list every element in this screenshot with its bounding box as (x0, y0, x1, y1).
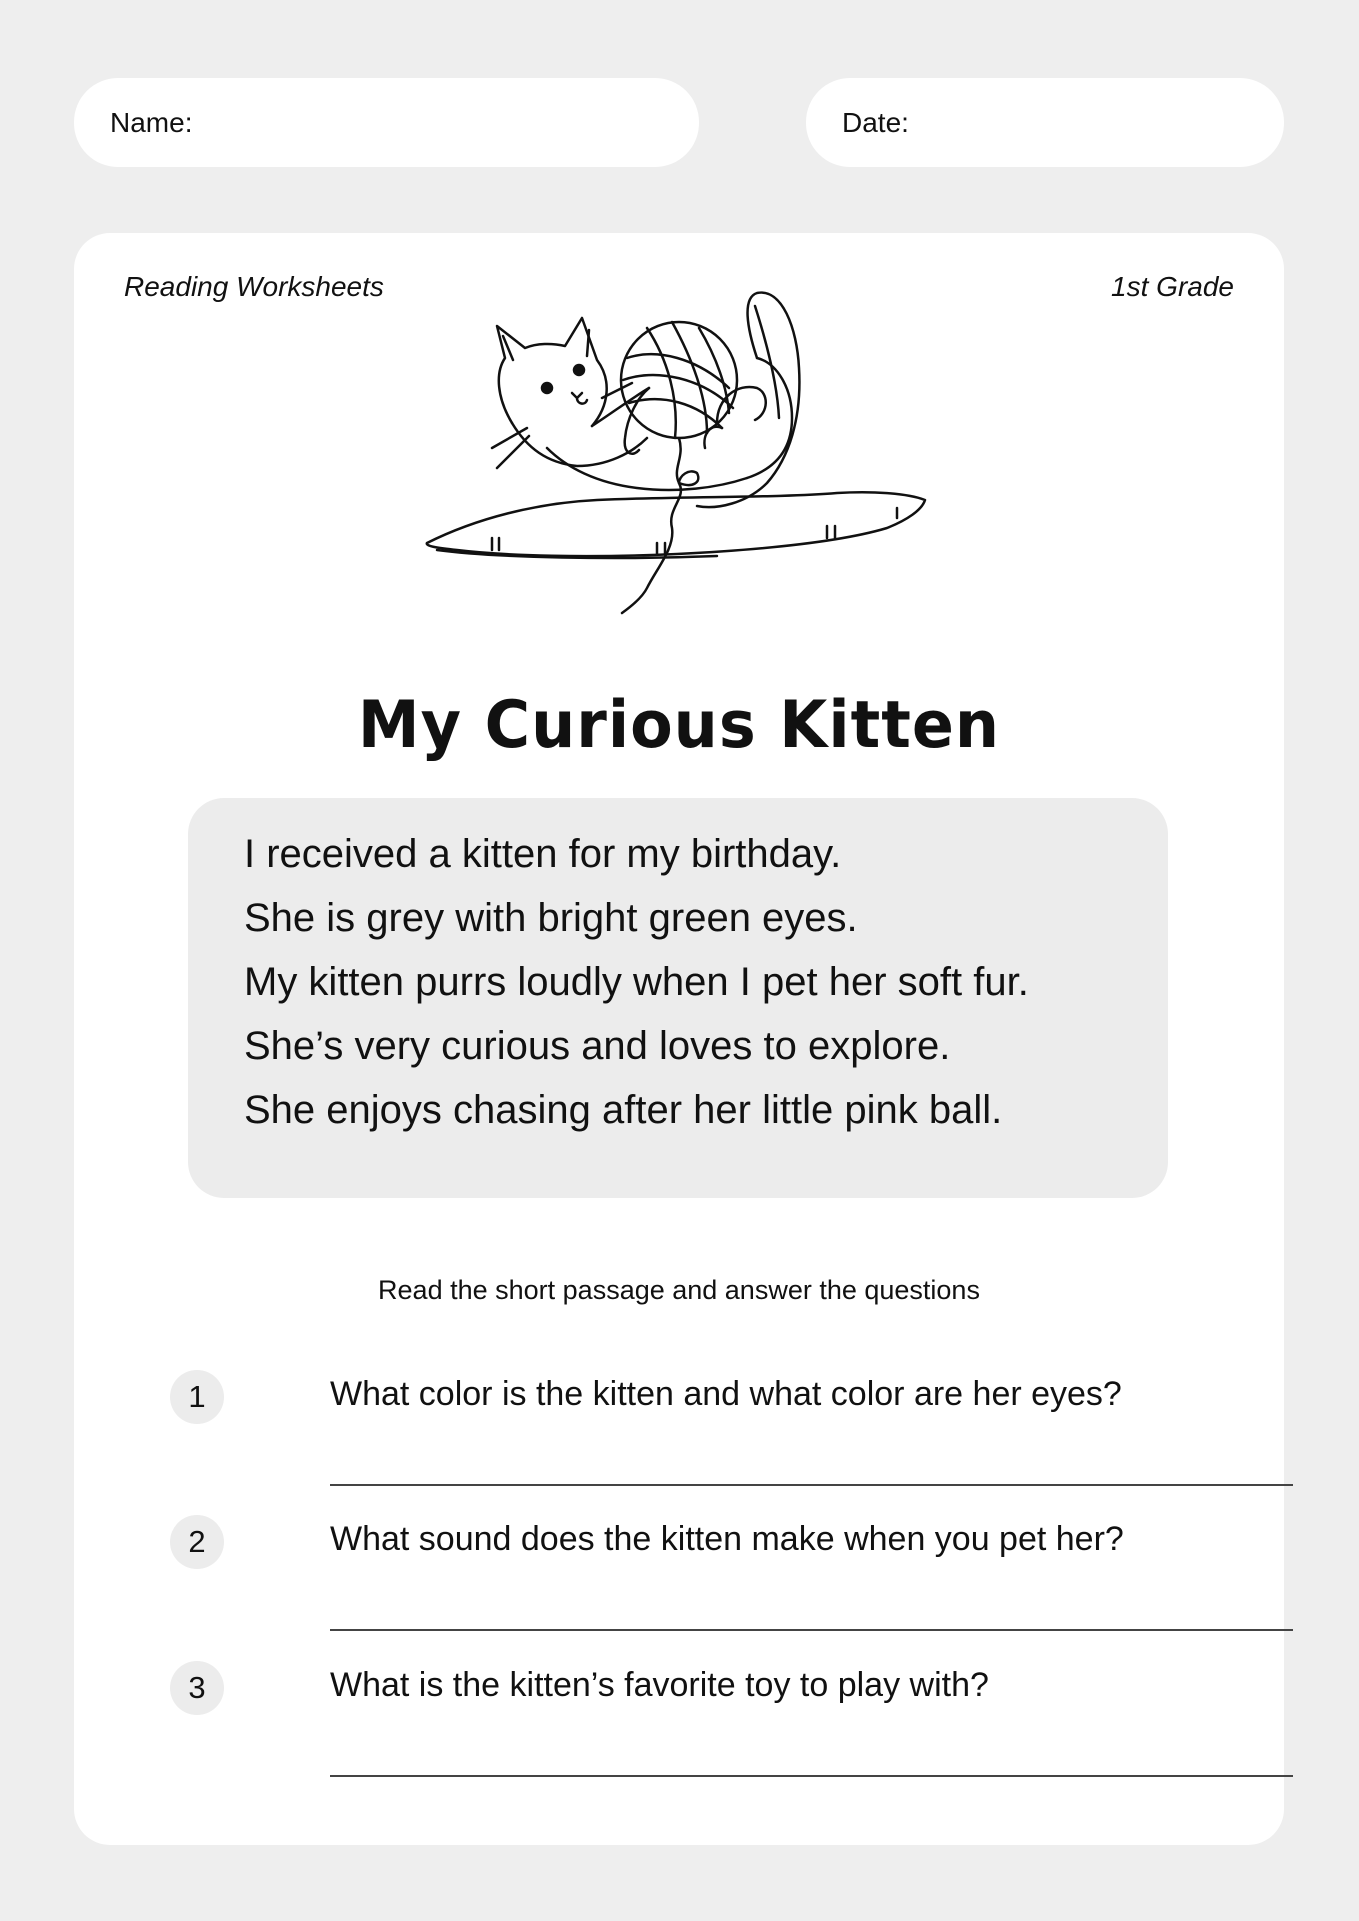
question-number-badge: 1 (170, 1370, 224, 1424)
question-item (170, 1661, 1210, 1781)
question-number-badge: 2 (170, 1515, 224, 1569)
instruction-text: Read the short passage and answer the questions (378, 1275, 980, 1305)
passage-line: I received a kitten for my birthday. (244, 832, 842, 876)
question-text: What color is the kitten and what color are her eyes? (330, 1375, 1122, 1413)
passage-line: She is grey with bright green eyes. (244, 896, 858, 940)
answer-line[interactable] (330, 1629, 1293, 1631)
date-label: Date: (842, 106, 909, 138)
passage-line: She enjoys chasing after her little pink ball. (244, 1088, 1003, 1132)
worksheet-card (74, 233, 1284, 1845)
worksheet-title: My Curious Kitten (357, 686, 1001, 763)
question-item (170, 1370, 1210, 1490)
reading-passage (188, 798, 1168, 1198)
grade-label: 1st Grade (1111, 271, 1234, 302)
name-field[interactable] (74, 78, 699, 167)
kitten-with-yarn-ball-icon (417, 288, 947, 638)
question-number-badge: 3 (170, 1661, 224, 1715)
question-text: What sound does the kitten make when you pet her? (330, 1520, 1124, 1558)
question-text: What is the kitten’s favorite toy to play with? (330, 1666, 989, 1704)
question-item (170, 1515, 1210, 1635)
passage-line: She’s very curious and loves to explore. (244, 1024, 951, 1068)
name-label: Name: (110, 106, 193, 138)
passage-line: My kitten purrs loudly when I pet her soft fur. (244, 960, 1029, 1004)
answer-line[interactable] (330, 1484, 1293, 1486)
worksheet-category: Reading Worksheets (124, 271, 384, 302)
answer-line[interactable] (330, 1775, 1293, 1777)
date-field[interactable] (806, 78, 1284, 167)
